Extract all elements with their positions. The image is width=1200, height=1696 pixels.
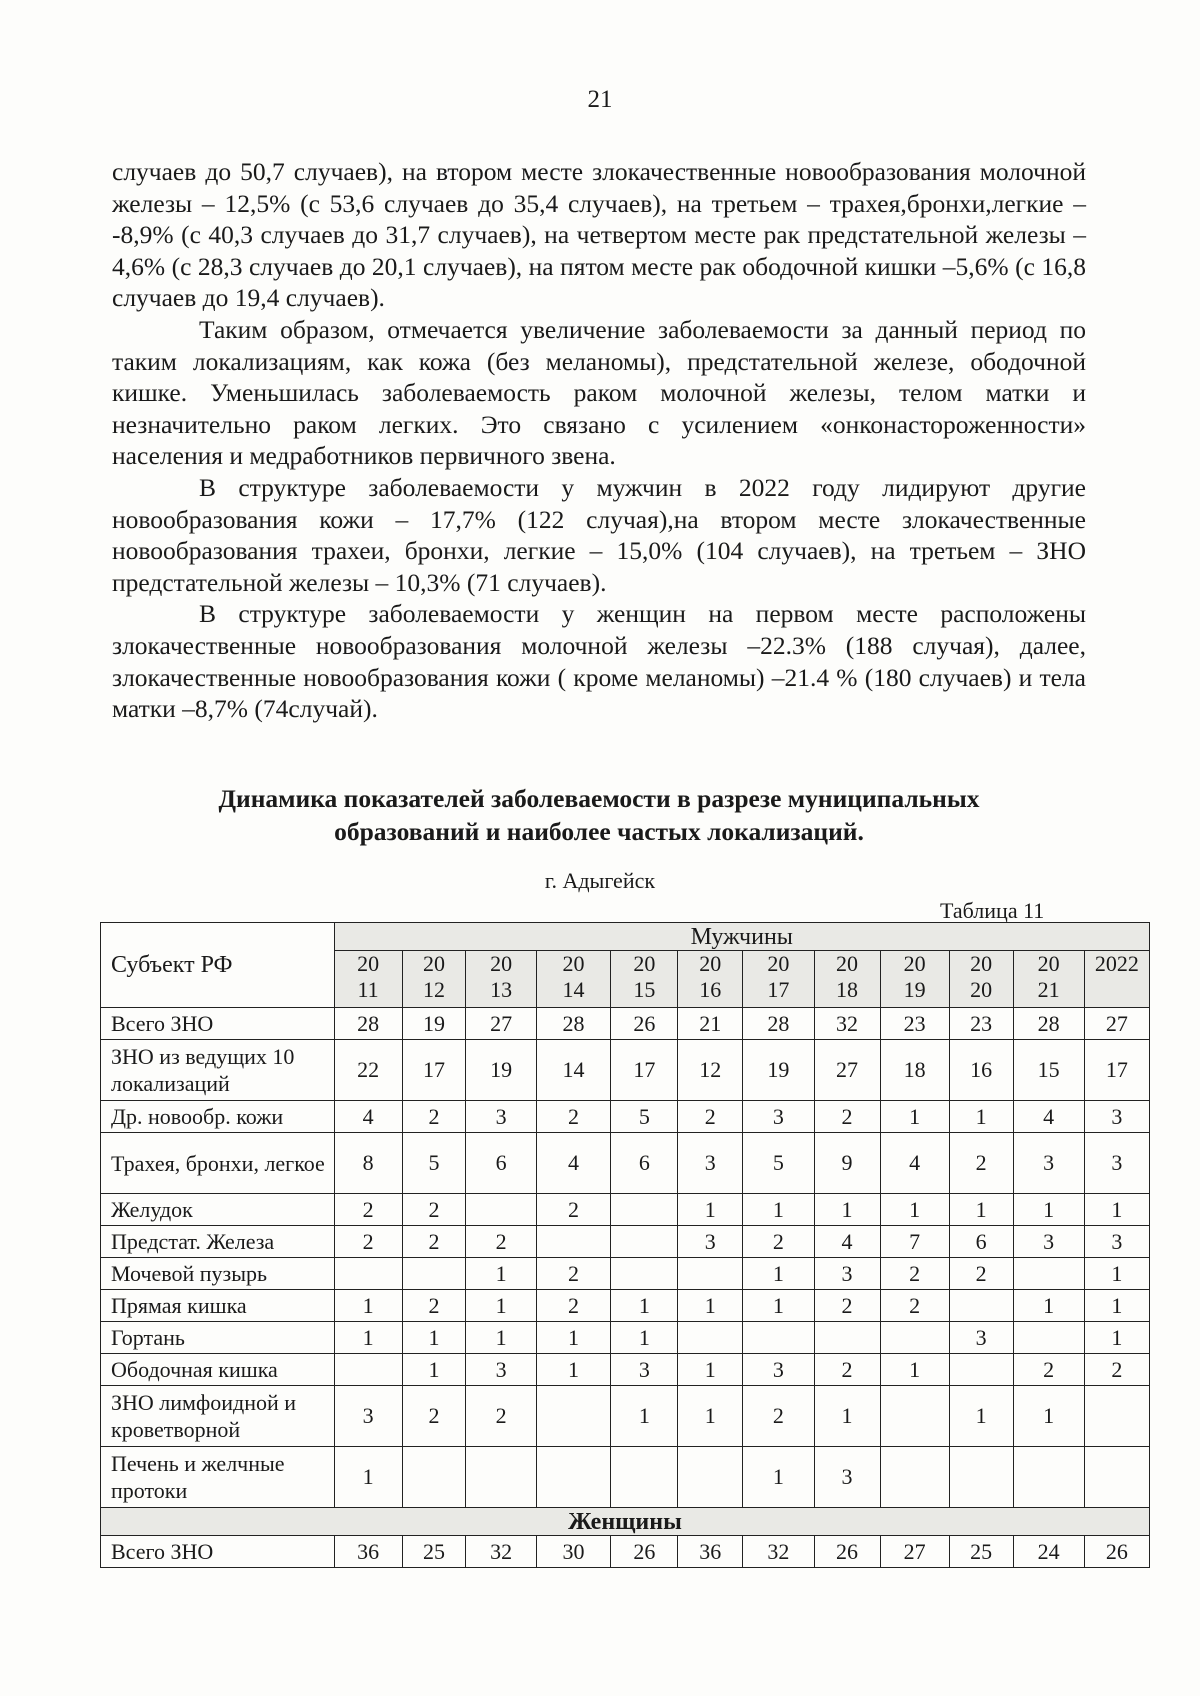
table-cell: 3 — [1013, 1226, 1084, 1258]
table-cell: 1 — [334, 1322, 402, 1354]
table-cell: 1 — [1084, 1290, 1149, 1322]
year-header — [402, 951, 466, 1008]
table-cell: 28 — [536, 1008, 611, 1040]
year-part-1: 20 — [490, 951, 513, 976]
table-cell: 1 — [949, 1101, 1013, 1133]
table-cell: 1 — [814, 1194, 880, 1226]
body-text — [112, 156, 1086, 725]
table-row — [101, 1101, 1150, 1133]
table-cell: 18 — [880, 1040, 949, 1101]
table-cell: 3 — [466, 1101, 536, 1133]
table-cell: 27 — [814, 1040, 880, 1101]
table-cell: 2 — [880, 1290, 949, 1322]
table-cell — [1013, 1322, 1084, 1354]
table-cell: 3 — [949, 1322, 1013, 1354]
table-cell: 1 — [466, 1290, 536, 1322]
table-cell: 36 — [334, 1536, 402, 1568]
table-cell — [402, 1258, 466, 1290]
table-cell — [536, 1447, 611, 1508]
table-cell: 23 — [880, 1008, 949, 1040]
year-header — [814, 951, 880, 1008]
table-cell: 1 — [880, 1354, 949, 1386]
year-part-2: 20 — [970, 977, 993, 1002]
table-cell: 16 — [949, 1040, 1013, 1101]
table-cell: 2 — [334, 1194, 402, 1226]
table-row — [101, 1536, 1150, 1568]
table-cell: 26 — [611, 1008, 678, 1040]
subject-header: Субъект РФ — [101, 923, 335, 1008]
table-cell: 1 — [880, 1194, 949, 1226]
table-cell: 2 — [402, 1101, 466, 1133]
table-cell: 32 — [743, 1536, 814, 1568]
row-label: ЗНО лимфоидной и кроветворной — [101, 1386, 335, 1447]
table-cell — [678, 1447, 743, 1508]
table-cell — [814, 1322, 880, 1354]
row-label: Желудок — [101, 1194, 335, 1226]
table-cell: 26 — [611, 1536, 678, 1568]
table-cell: 2 — [743, 1226, 814, 1258]
table-cell — [880, 1322, 949, 1354]
table-cell: 1 — [743, 1290, 814, 1322]
table-row — [101, 1386, 1150, 1447]
table-cell: 1 — [743, 1258, 814, 1290]
table-cell: 8 — [334, 1133, 402, 1194]
table-cell: 3 — [814, 1258, 880, 1290]
year-part-2: 17 — [767, 977, 790, 1002]
table-row — [101, 1258, 1150, 1290]
table-cell — [611, 1194, 678, 1226]
table-cell: 2 — [1084, 1354, 1149, 1386]
year-part-1: 20 — [970, 951, 993, 976]
table-cell: 4 — [1013, 1101, 1084, 1133]
year-part-2: 15 — [633, 977, 656, 1002]
table-cell: 1 — [1084, 1258, 1149, 1290]
table-row — [101, 1133, 1150, 1194]
table-cell: 2 — [466, 1386, 536, 1447]
table-cell — [466, 1447, 536, 1508]
year-header — [536, 951, 611, 1008]
table-cell: 1 — [1084, 1322, 1149, 1354]
year-part-1: 20 — [903, 951, 926, 976]
table-cell: 1 — [536, 1354, 611, 1386]
table-cell: 1 — [536, 1322, 611, 1354]
table-cell: 27 — [1084, 1008, 1149, 1040]
paragraph-2: Таким образом, отмечается увеличение заболеваемости за данный период по таким локализациям, как кожа (без меланомы), предстательной железе, ободочной кишке. Уменьшилась заболеваемость раком молочной железы, телом матки и незначительно раком легких. Это связано с усилением «онконастороженности» населения и медработников первичного звена. — [112, 314, 1086, 471]
table-cell — [1084, 1386, 1149, 1447]
table-cell: 5 — [743, 1133, 814, 1194]
table-cell — [1084, 1447, 1149, 1508]
table-cell: 25 — [949, 1536, 1013, 1568]
table-cell: 2 — [814, 1101, 880, 1133]
table-cell: 3 — [814, 1447, 880, 1508]
row-label: Мочевой пузырь — [101, 1258, 335, 1290]
city-label: г. Адыгейск — [544, 868, 656, 893]
row-label: Всего ЗНО — [101, 1536, 335, 1568]
table-cell: 1 — [466, 1322, 536, 1354]
table-cell: 2 — [334, 1226, 402, 1258]
table-cell: 17 — [1084, 1040, 1149, 1101]
table-cell: 5 — [402, 1133, 466, 1194]
table-cell: 9 — [814, 1133, 880, 1194]
table-cell: 1 — [678, 1386, 743, 1447]
table-cell: 2 — [536, 1258, 611, 1290]
table-cell: 2 — [466, 1226, 536, 1258]
row-label: ЗНО из ведущих 10 локализаций — [101, 1040, 335, 1101]
table-cell: 4 — [814, 1226, 880, 1258]
table-cell: 1 — [334, 1447, 402, 1508]
table-cell: 6 — [466, 1133, 536, 1194]
table-cell — [1013, 1447, 1084, 1508]
year-part-2: 21 — [1037, 977, 1060, 1002]
row-label: Трахея, бронхи, легкое — [101, 1133, 335, 1194]
table-cell: 2 — [1013, 1354, 1084, 1386]
row-label: Гортань — [101, 1322, 335, 1354]
table-cell — [880, 1447, 949, 1508]
year-header — [1013, 951, 1084, 1008]
row-label: Предстат. Железа — [101, 1226, 335, 1258]
table-cell: 6 — [949, 1226, 1013, 1258]
table-cell: 3 — [678, 1226, 743, 1258]
table-cell: 2 — [949, 1258, 1013, 1290]
table-cell: 19 — [743, 1040, 814, 1101]
table-cell: 17 — [611, 1040, 678, 1101]
table-cell: 1 — [334, 1290, 402, 1322]
table-cell: 2 — [536, 1194, 611, 1226]
row-label: Печень и желчные протоки — [101, 1447, 335, 1508]
table-cell: 4 — [334, 1101, 402, 1133]
table-cell: 3 — [1013, 1133, 1084, 1194]
year-part-2: 11 — [357, 977, 379, 1002]
row-label: Всего ЗНО — [101, 1008, 335, 1040]
table-cell: 1 — [678, 1194, 743, 1226]
table-cell — [611, 1447, 678, 1508]
section-title-line-2: образований и наиболее частых локализаций. — [334, 817, 864, 846]
table-cell: 1 — [402, 1354, 466, 1386]
table-cell: 1 — [611, 1386, 678, 1447]
year-header — [466, 951, 536, 1008]
table-cell: 2 — [402, 1386, 466, 1447]
year-part-2: 19 — [903, 977, 926, 1002]
table-cell: 3 — [334, 1386, 402, 1447]
table-cell — [536, 1386, 611, 1447]
table-cell: 32 — [814, 1008, 880, 1040]
paragraph-3: В структуре заболеваемости у мужчин в 2022 году лидируют другие новообразования кожи – 17,7% (122 случая),на втором месте злокачественные новообразования трахеи, бронхи, легкие – 15,0% (104 случаев), на третьем – ЗНО предстательной железы – 10,3% (71 случаев). — [112, 472, 1086, 597]
table-cell — [1013, 1258, 1084, 1290]
year-header — [880, 951, 949, 1008]
header-row-women — [101, 1508, 1150, 1536]
table-cell: 14 — [536, 1040, 611, 1101]
table-row — [101, 1322, 1150, 1354]
table-cell: 1 — [949, 1194, 1013, 1226]
table-cell — [949, 1290, 1013, 1322]
table-cell: 1 — [1013, 1386, 1084, 1447]
table-cell: 5 — [611, 1101, 678, 1133]
table-cell: 1 — [743, 1447, 814, 1508]
table-row — [101, 1226, 1150, 1258]
table-cell: 1 — [814, 1386, 880, 1447]
table-cell: 2 — [814, 1290, 880, 1322]
table-cell: 3 — [1084, 1101, 1149, 1133]
table-cell: 1 — [402, 1322, 466, 1354]
year-part-2: 13 — [490, 977, 513, 1002]
table-cell: 2 — [678, 1101, 743, 1133]
table-cell: 36 — [678, 1536, 743, 1568]
table-cell: 28 — [1013, 1008, 1084, 1040]
year-header — [678, 951, 743, 1008]
table-cell: 32 — [466, 1536, 536, 1568]
table-cell: 19 — [466, 1040, 536, 1101]
table-cell: 25 — [402, 1536, 466, 1568]
header-row-men — [101, 923, 1150, 951]
table-cell: 1 — [611, 1290, 678, 1322]
table-row — [101, 1008, 1150, 1040]
table-cell: 17 — [402, 1040, 466, 1101]
year-part-2: 18 — [836, 977, 859, 1002]
table-cell: 1 — [949, 1386, 1013, 1447]
table-cell — [678, 1322, 743, 1354]
year-part-1: 20 — [423, 951, 446, 976]
table-cell — [949, 1447, 1013, 1508]
row-label: Прямая кишка — [101, 1290, 335, 1322]
table-cell: 2 — [536, 1101, 611, 1133]
table-cell: 2 — [402, 1194, 466, 1226]
row-label: Ободочная кишка — [101, 1354, 335, 1386]
table-cell — [743, 1322, 814, 1354]
table-cell: 26 — [814, 1536, 880, 1568]
table-cell: 2 — [743, 1386, 814, 1447]
year-part-1: 2022 — [1094, 951, 1139, 976]
year-header — [1084, 951, 1149, 1008]
table-cell: 23 — [949, 1008, 1013, 1040]
table-row — [101, 1447, 1150, 1508]
table-cell: 27 — [466, 1008, 536, 1040]
table-cell — [949, 1354, 1013, 1386]
year-part-1: 20 — [767, 951, 790, 976]
year-part-2: 12 — [423, 977, 446, 1002]
table-cell: 7 — [880, 1226, 949, 1258]
table-cell: 21 — [678, 1008, 743, 1040]
table-cell: 1 — [1084, 1194, 1149, 1226]
year-part-1: 20 — [699, 951, 722, 976]
table-cell: 1 — [611, 1322, 678, 1354]
table-row — [101, 1290, 1150, 1322]
table-cell: 30 — [536, 1536, 611, 1568]
table-cell: 3 — [1084, 1133, 1149, 1194]
table-cell: 28 — [334, 1008, 402, 1040]
table-row — [101, 1194, 1150, 1226]
table-cell: 2 — [536, 1290, 611, 1322]
table-cell: 3 — [1084, 1226, 1149, 1258]
table-cell: 1 — [1013, 1290, 1084, 1322]
paragraph-1: случаев до 50,7 случаев), на втором месте злокачественные новообразования молочной железы – 12,5% (с 53,6 случаев до 35,4 случаев), на третьем – трахея,бронхи,легкие – -8,9% (с 40,3 случаев до 31,7 случаев), на четвертом месте рак предстательной железы –4,6% (с 28,3 случаев до 20,1 случаев), на пятом месте рак ободочной кишки –5,6% (с 16,8 случаев до 19,4 случаев). — [112, 157, 1086, 313]
table-cell — [880, 1386, 949, 1447]
year-header — [334, 951, 402, 1008]
table-cell: 2 — [402, 1290, 466, 1322]
year-part-2: 14 — [562, 977, 585, 1002]
table-cell — [678, 1258, 743, 1290]
table-cell: 27 — [880, 1536, 949, 1568]
year-header — [743, 951, 814, 1008]
section-title-line-1: Динамика показателей заболеваемости в разрезе муниципальных — [218, 784, 980, 813]
incidence-table — [100, 922, 1150, 1568]
paragraph-4: В структуре заболеваемости у женщин на первом месте расположены злокачественные новообразования молочной железы –22.3% (188 случая), далее, злокачественные новообразования кожи ( кроме меланомы) –21.4 % (180 случаев) и тела матки –8,7% (74случай). — [112, 599, 1086, 724]
table-cell — [611, 1226, 678, 1258]
table-cell: 1 — [1013, 1194, 1084, 1226]
table-cell: 1 — [678, 1354, 743, 1386]
table-cell — [611, 1258, 678, 1290]
table-label: Таблица 11 — [940, 898, 1045, 923]
year-part-1: 20 — [836, 951, 859, 976]
table-cell: 3 — [743, 1101, 814, 1133]
table-cell: 1 — [466, 1258, 536, 1290]
table-cell: 4 — [536, 1133, 611, 1194]
table-row — [101, 1040, 1150, 1101]
year-header — [949, 951, 1013, 1008]
year-part-1: 20 — [1037, 951, 1060, 976]
table-cell: 3 — [743, 1354, 814, 1386]
section-title — [112, 782, 1086, 848]
table-cell — [334, 1258, 402, 1290]
year-header — [611, 951, 678, 1008]
table-cell: 6 — [611, 1133, 678, 1194]
table-cell — [334, 1354, 402, 1386]
women-header: Женщины — [101, 1508, 1150, 1536]
table-cell: 1 — [880, 1101, 949, 1133]
table-cell: 24 — [1013, 1536, 1084, 1568]
men-header: Мужчины — [334, 923, 1149, 951]
table-cell: 1 — [678, 1290, 743, 1322]
table-cell: 2 — [814, 1354, 880, 1386]
table-cell — [402, 1447, 466, 1508]
page-number: 21 — [587, 86, 613, 113]
table-cell — [466, 1194, 536, 1226]
table-cell: 28 — [743, 1008, 814, 1040]
table-cell: 3 — [466, 1354, 536, 1386]
table-cell: 3 — [678, 1133, 743, 1194]
table-cell: 1 — [743, 1194, 814, 1226]
table-cell: 15 — [1013, 1040, 1084, 1101]
year-part-1: 20 — [357, 951, 380, 976]
table-cell — [536, 1226, 611, 1258]
table-cell: 22 — [334, 1040, 402, 1101]
table-cell: 2 — [880, 1258, 949, 1290]
table-cell: 19 — [402, 1008, 466, 1040]
table-cell: 26 — [1084, 1536, 1149, 1568]
table-cell: 2 — [949, 1133, 1013, 1194]
table-cell: 4 — [880, 1133, 949, 1194]
year-part-2: 16 — [699, 977, 722, 1002]
row-label: Др. новообр. кожи — [101, 1101, 335, 1133]
table-cell: 3 — [611, 1354, 678, 1386]
year-part-1: 20 — [633, 951, 656, 976]
table-cell: 12 — [678, 1040, 743, 1101]
year-part-1: 20 — [562, 951, 585, 976]
table-row — [101, 1354, 1150, 1386]
table-cell: 2 — [402, 1226, 466, 1258]
